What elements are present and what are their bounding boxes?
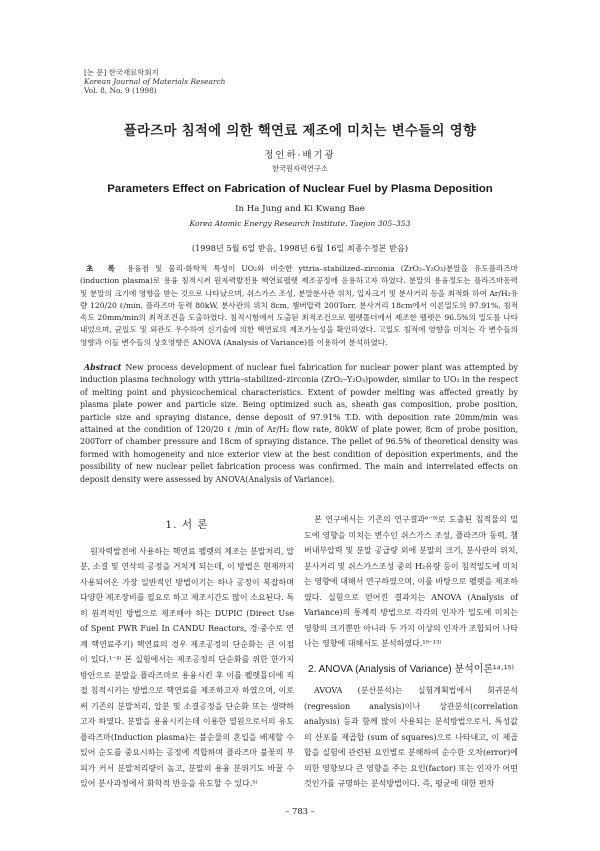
authors-ko: 정인하·배기광: [264, 150, 336, 161]
body-column-left: [80, 512, 294, 792]
abstract-en: [80, 362, 518, 486]
introduction-paragraph-2: 본 연구에서는 기존의 연구결과⁶⁻⁹⁾로 도출된 침적물의 밀도에 영향을 미치는 변수인 쉬스가스 조성, 플라즈마 동력, 챔버내부압력 및 분말 공급량 외에 분말의 크기, 분사관의 위치, 분사거리 및 쉬스가스조성 중의 H₂유량 등이 침적밀도에 미치는 영향에 대해서 연구하였으며, 이를 바탕으로 펠렛을 제조하였다. 실험으로 얻어진 결과치는 ANOVA (Analysis of Variance)의 통계적 방법으로 각각의 인자가 밀도에 미치는 영향의 크기뿐만 아니라 두 가지 이상의 인자가 조합되어 나타나는 영향에 대해서도 분석하였다.¹⁰⁻¹³⁾: [304, 515, 518, 648]
journal-name-en: Korean Journal of Materials Research: [84, 77, 226, 87]
journal-name-ko: [논 문] 한국재료학회지: [84, 68, 159, 77]
introduction-paragraph: 원자력발전에 사용하는 핵연료 펠렛의 제조는 분말처리, 압분, 소결 및 연삭의 공정을 거치게 되는데, 이 방법은 현재까지 사용되어온 가장 일반적인 방법이기는 하나 공정이 복잡하며 다양한 제조장비를 필요로 하고 제조시간도 많이 소요된다. 특히 원격적인 방법으로 제조해야 하는 DUPIC (Direct Use of Spent PWR Fuel In CANDU Reactors, 경·중수로 연계 핵연료주기) 핵연료의 경우 제조공정의 단순화는 큰 이점이 있다.¹⁻⁴⁾ 본 실험에서는 제조공정의 단순화를 위한 한가지 방안으로 분말을 플라즈마로 용융시킨 후 이를 펠렛몰더에 직접 침적시키는 방법으로 핵연료를 제조하고자 하였으며, 이로써 기존의 분말처리, 압분 및 소결공정을 단순화 또는 생략하고자 하였다. 분말을 용융시키는데 이용한 열원으로서의 유도플라즈마(Induction plasma)는 불순물의 혼입을 배제할 수 있어 순도를 중요시하는 공정에 적합하며 플라즈마 불꽃의 부피가 커서 분말처리량이 높고, 분말의 용융 분위기도 바꿀 수 있어 분사과정에서 화학적 반응을 유도할 수 있다.⁵⁾: [80, 546, 294, 788]
abstract-ko-label: 초 록: [86, 264, 119, 273]
abstract-en-text: New process development of nuclear fuel fabrication for nuclear power plant was attempted by induction plasma technology with yttria–stabilized–zirconia (ZrO₂–Y₂O₃)powder, similar to UO₂ in the respect of melting point and physicochemical characteristics. Extent of powder melting was affected greatly by plasma plate power and particle size. Being optimized such as, sheath gas composition, probe position, particle size and spraying distance, dense deposit of 97.91% T.D. with deposition rate 20mm/min was attained at the condition of 120/20 ℓ /min of Ar/H₂ flow rate, 80kW of plate power, 8cm of probe position, 200Torr of chamber pressure and 18cm of spraying distance. The pellet of 96.5% of theoretical density was formed with homogeneity and nice exterior view at the best condition of deposition experiments, and the possibility of new nuclear pellet fabrication process was confirmed. The main and interrelated effects on deposit density were assessed by ANOVA(Analysis of Variance).: [80, 363, 518, 484]
affiliation-ko: 한국원자력연구소: [272, 164, 328, 173]
abstract-ko: [80, 263, 518, 349]
body-column-right: [304, 512, 518, 792]
paper-title-en: Parameters Effect on Fabrication of Nuclear Fuel by Plasma Deposition: [107, 183, 493, 195]
paper-title-ko: 플라즈마 침적에 의한 핵연료 제조에 미치는 변수들의 영향: [123, 123, 477, 139]
abstract-en-label: Abstract: [84, 363, 122, 372]
page-number: – 783 –: [285, 806, 315, 816]
section-heading-introduction: 1. 서 론: [165, 519, 209, 531]
affiliation-en: Korea Atomic Energy Research Institute, Taejon 305–353: [189, 219, 411, 228]
journal-volume: Vol. 8, No. 9 (1998): [84, 86, 157, 96]
anova-paragraph: AVOVA (분산분석)는 실험계획법에서 회귀분석 (regression analysis)이나 상관분석(correlation analysis) 등과 함께 많이 사용되는 분석방법으로서, 특성값의 산포를 제곱합 (sum of squares)으로 나타내고, 이 제곱합을 실험에 관련된 요인별로 분해하여 순수한 오차(error)에 의한 영향보다 큰 영향을 주는 요인(factor) 또는 인자가 어떤 것인가를 규명하는 분석방법이다. 즉, 평균에 대한 편차: [304, 686, 518, 788]
authors-en: In Ha Jung and Ki Kwang Bae: [235, 204, 365, 214]
received-dates: (1998년 5월 6일 받음, 1998년 6월 16일 최종수정본 받음): [191, 243, 409, 253]
abstract-ko-text: 용융점 및 물리·화학적 특성이 UO₂와 비슷한 yttria–stabilized–zirconia (ZrO₂–Y₂O₃)분말을 유도플라즈마 (induction plasma)로 용융 침적시켜 원자력발전용 핵연료펠렛 제조공정에 응용하고자 하였다. 분말의 용융정도는 플라즈마동력 및 분말의 크기에 영향을 받는 것으로 나타났으며, 쉬스가스 조성, 분말분사관 위치, 입자크기 및 분사거리 등을 최적화 하여 Ar/H₂유량 120/20 ℓ/min, 플라즈마 동력 80kW, 분사관의 위치 8cm, 챔버압력 200Torr, 분사거리 18cm에서 이론밀도의 97.91%, 침적속도 20mm/min의 최적조건을 도출하였다. 침적시험에서 도출된 최적조건으로 펠렛몰더에서 제조한 펠렛은 96.5%의 밀도를 나타내었으며, 균일도 및 외관도 우수하여 신기술에 의한 핵연료의 제조가능성을 확인하였다. 고밀도 침적에 영향을 미치는 각 변수들의 영향과 이들 변수들의 상호영향은 ANOVA (Analysis of Variance)를 이용하여 분석하였다.: [80, 264, 518, 347]
journal-masthead: [84, 68, 225, 96]
section-heading-anova: 2. ANOVA (Analysis of Variance) 분석이론¹⁴·¹⁵⁾: [308, 663, 514, 675]
